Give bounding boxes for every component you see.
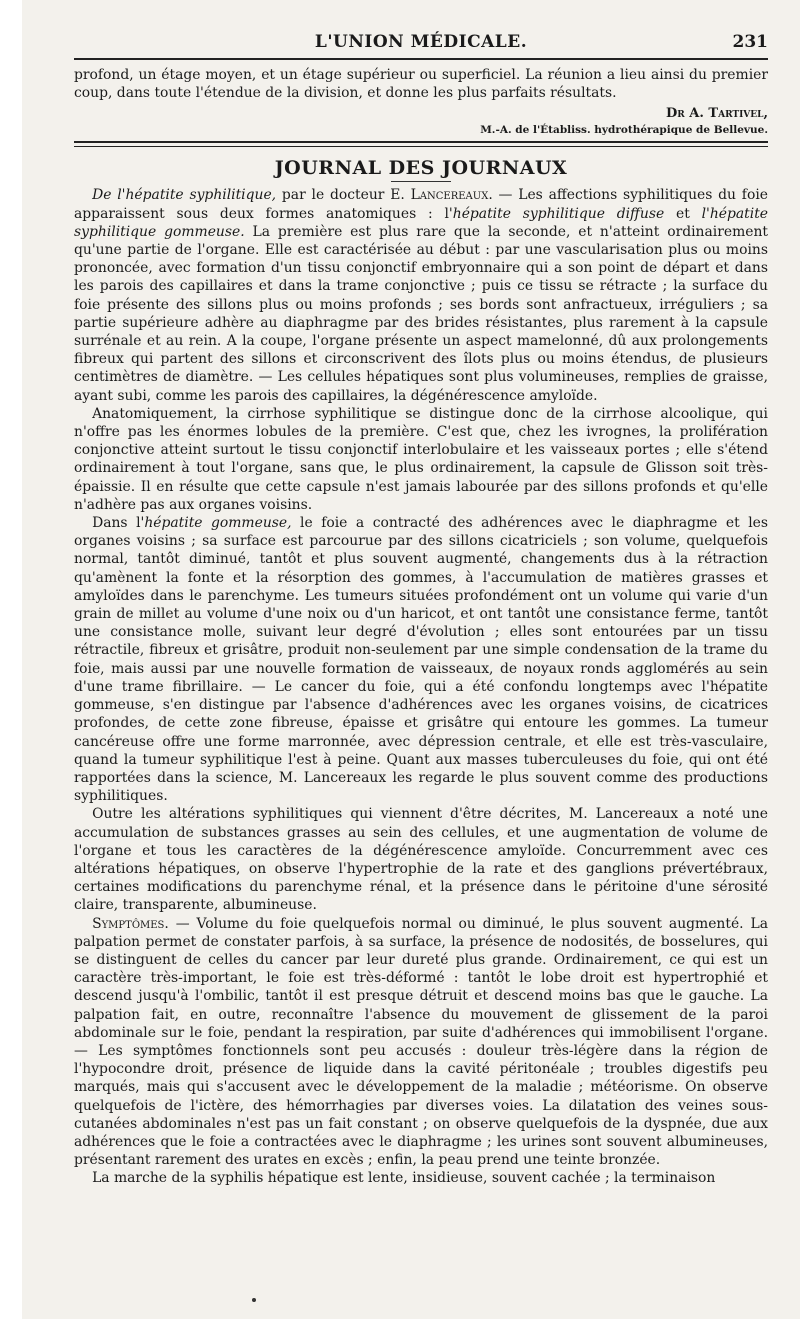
text-segment: Outre les altérations syphilitiques qui viennent d'être décrites, M. Lancereaux a noté une accumulation de substances grasses au sein des cellules, et une augmentation de volume de l'organe et tous les caractères de la dégénérescence amyloïde. Concurremment avec ces altérations hépatiques, on observe l'hypertrophie de la rate et des ganglions prévertébraux, certaines modifications du parenchyme rénal, et la présence dans le péritoine d'une sérosité claire, transparente, albumineuse. xyxy=(74,806,768,914)
page-mark xyxy=(252,1298,256,1302)
article-paragraph xyxy=(74,1169,768,1187)
signature-author: Dr A. Tartivel, xyxy=(666,106,768,122)
article-heading-by: par le docteur E. xyxy=(276,187,411,204)
page-content xyxy=(74,30,768,1188)
italic-term: l'hépatite syphilitique gommeuse. xyxy=(74,205,768,240)
text-segment: le foie a contracté des adhérences avec le diaphragme et les organes voisins ; sa surface est parcourue par des sillons cicatriciels ; son volume, quelquefois normal, tantôt diminué, tantôt et plus souvent augmenté, changements dus à la rétraction qu'amènent la fonte et la résorption des gommes, à l'accumulation de matières grasses et amyloïdes dans le parenchyme. Les tumeurs situées profondément ont un volume qui varie d'un grain de millet au volume d'une noix ou d'un haricot, et ont tantôt une consistance ferme, tantôt une consistance molle, suivant leur degré d'évolution ; elles sont entourées par un tissu rétractile, fibreux et grisâtre, produit non-seulement par une simple condensation de la trame du foie, mais aussi par une nouvelle formation de vaisseaux, de noyaux ronds agglomérés au sein d'une trame fibrillaire. — Le cancer du foie, qui a été confondu longtemps avec l'hépatite gommeuse, s'en distingue par l'absence d'adhérences avec les organes voisins, de cicatrices profondes, de cette zone fibreuse, épaisse et grisâtre qui entoure les gommes. La tumeur cancéreuse offre une forme marronnée, avec dépression centrale, et elle est très-vasculaire, quand la tumeur syphilitique l'est à peine. Quant aux masses tuberculeuses du foie, qui ont été rapportées dans la science, M. Lancereaux les regarde le plus souvent comme des productions syphilitiques. xyxy=(74,515,768,805)
running-header xyxy=(74,30,768,60)
article-paragraph xyxy=(74,405,768,514)
text-segment: — Volume du foie quelquefois normal ou diminué, le plus souvent augmenté. La palpation permet de constater parfois, à sa surface, la présence de nodosités, de bosselures, qui se distinguent de celles du cancer par leur dureté plus grande. Ordinairement, ce qui est un caractère très-important, le foie est très-déformé : tantôt le lobe droit est hypertrophié et descend jusqu'à l'ombilic, tantôt il est presque détruit et descend moins bas que le gauche. La palpation fait, en outre, reconnaître l'absence du mouvement de glissement de la paroi abdominale sur le foie, pendant la respiration, par suite d'adhérences qui immobilisent l'organe. — Les symptômes fonctionnels sont peu accusés : douleur très-légère dans la région de l'hypocondre droit, présence de liquide dans la cavité péritonéale ; troubles digestifs peu marqués, mais qui s'accusent avec le développement de la maladie ; météorisme. On observe quelquefois de l'ictère, des hémorrhagies par diverses voies. La dilatation des veines sous-cutanées abdominales n'est pas un fait constant ; on observe quelquefois de la dyspnée, due aux adhérences que le foie a contractées avec le diaphragme ; les urines sont souvent albumineuses, présentant rarement des urates en excès ; enfin, la peau prend une teinte bronzée. xyxy=(74,915,768,1169)
article-paragraph xyxy=(74,514,768,805)
article-paragraph xyxy=(74,805,768,914)
previous-article-closing-text: profond, un étage moyen, et un étage supérieur ou superficiel. La réunion a lieu ainsi du premier coup, dans toute l'étendue de la division, et donne les plus parfaits résultats. xyxy=(74,67,768,102)
signature-affiliation: M.-A. de l'Établiss. hydrothérapique de Bellevue. xyxy=(480,124,768,137)
text-segment: La marche de la syphilis hépatique est lente, insidieuse, souvent cachée ; la terminaison xyxy=(92,1170,716,1187)
section-divider xyxy=(74,141,768,147)
article-heading-author: Lancereaux xyxy=(410,187,489,204)
article-body xyxy=(74,186,768,1187)
section-title: JOURNAL DES JOURNAUX xyxy=(74,157,768,182)
article-paragraph xyxy=(74,186,768,404)
text-segment: . — Les affections syphilitiques du foie apparaissent sous deux formes anatomiques : l' xyxy=(74,187,768,222)
signature xyxy=(74,105,768,123)
page-number: 231 xyxy=(732,32,768,52)
text-segment: Anatomiquement, la cirrhose syphilitique se distingue donc de la cirrhose alcoolique, qui n'offre pas les énormes lobules de la première. C'est que, chez les ivrognes, la prolifération conjonctive atteint surtout le tissu conjonctif interlobulaire et les vaisseaux portes ; elle s'étend ordinairement à tout l'organe, sans que, le plus ordinairement, la capsule de Glisson soit très-épaissie. Il en résulte que cette capsule n'est jamais labourée par des sillons profonds et qu'elle n'adhère pas aux organes voisins. xyxy=(74,405,768,513)
article-paragraph xyxy=(74,915,768,1170)
italic-term: hépatite syphilitique diffuse xyxy=(452,205,665,222)
subsection-label: Symptômes. xyxy=(92,915,169,932)
journal-title: L'UNION MÉDICALE. xyxy=(314,32,528,52)
italic-term: hépatite gommeuse, xyxy=(144,515,292,532)
text-segment: La première est plus rare que la seconde, et n'atteint ordinairement qu'une partie de l'organe. Elle est caractérisée au début : par une vascularisation plus ou moins prononcée, avec formation d'un tissu conjonctif embryonnaire qui a son point de départ et dans les parois des capillaires et dans la trame conjonctive ; puis ce tissu se rétracte ; la surface du foie présente des sillons plus ou moins profonds ; ses bords sont anfractueux, irréguliers ; sa partie supérieure adhère au diaphragme par des brides résistantes, plus rarement à la capsule surrénale et au rein. A la coupe, l'organe présente un aspect mamelonné, dû aux prolongements fibreux qui partent des sillons et circonscrivent des îlots plus ou moins étendus, de plusieurs centimètres de diamètre. — Les cellules hépatiques sont plus volumineuses, remplies de graisse, ayant subi, comme les parois des capillaires, la dégénérescence amyloïde. xyxy=(74,223,768,404)
book-page xyxy=(22,0,800,1319)
text-segment: et xyxy=(664,205,702,222)
paragraph-text xyxy=(74,187,768,403)
text-segment: Dans l' xyxy=(92,515,145,532)
article-heading-title: De l'hépatite syphilitique, xyxy=(92,187,277,204)
